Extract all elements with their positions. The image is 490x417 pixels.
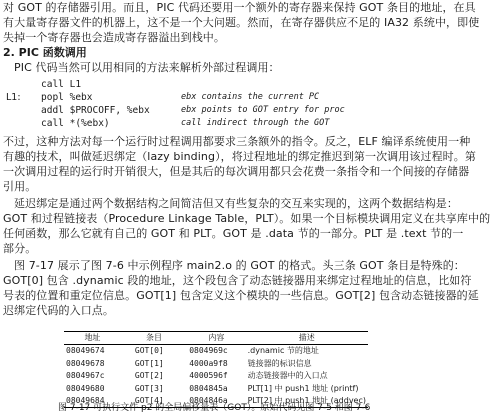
cell-description: 链接器的标识信息 — [247, 358, 312, 368]
cell-content: 0804845a — [189, 383, 228, 393]
cell-address: 08049674 — [66, 346, 105, 356]
cell-content: 0804969c — [189, 346, 228, 356]
paragraph-line: 任何函数，那么它就有自己的 GOT 和 PLT。GOT 是 .data 节的一部分。PLT 是 .text 节的一 — [3, 227, 464, 240]
cell-description: PLT[2] 中 push1 地址 (addvec) — [246, 395, 368, 408]
paragraph-line: 号表的位置和重定位信息。GOT[1] 包含定义这个模块的一些信息。GOT[2] 包含动态链接器的延 — [3, 289, 479, 302]
cell-content: 0804846a — [187, 395, 245, 408]
paragraph-line: 对 GOT 的存储器引用。而且，PIC 代码还要用一个额外的寄存器来保持 GOT 条目的地址，在具 — [3, 1, 476, 14]
figure-caption: 图 7-17 可执行文件 p2 的全局偏移量表（GOT）。原始代码见图 7-5 和图 7-6 — [58, 403, 371, 413]
code-line — [3, 104, 417, 117]
code-comment: call indirect through the GOT — [181, 118, 330, 128]
code-label: L1: — [6, 92, 21, 103]
cell-entry: GOT[3] — [134, 383, 164, 393]
table-header-row — [64, 332, 368, 345]
table-row — [64, 358, 368, 370]
cell-description: PLT[1] 中 push1 地址 (printf) — [247, 383, 359, 393]
table-row — [64, 370, 368, 382]
code-line — [3, 117, 417, 130]
paragraph-line: GOT[0] 包含 .dynamic 段的地址，这个段包含了动态链接器用来绑定过程地址的信息，比如符 — [3, 274, 472, 287]
paragraph-line: 引用。 — [3, 180, 37, 193]
cell-content: 4000a9f8 — [189, 358, 228, 368]
paragraph-line: 部分。 — [3, 242, 37, 255]
cell-entry: GOT[2] — [134, 371, 164, 381]
column-header: 地址 — [64, 332, 121, 345]
code-instruction: popl %ebx — [41, 92, 93, 103]
cell-entry: GOT[4] — [121, 395, 187, 408]
cell-address: 0804967c — [66, 371, 105, 381]
cell-content: 4000596f — [189, 371, 228, 381]
cell-entry: GOT[0] — [134, 346, 164, 356]
code-instruction: call L1 — [41, 79, 82, 90]
paragraph-line: 图 7-17 展示了图 7-6 中示例程序 main2.o 的 GOT 的格式。头三条 GOT 条目是特殊的： — [14, 259, 465, 272]
code-instruction: addl $PROCOFF, %ebx — [41, 105, 150, 116]
code-comment: ebx points to GOT entry for proc — [181, 105, 345, 115]
column-header: 条目 — [121, 332, 187, 345]
cell-address: 08049680 — [66, 383, 105, 393]
code-comment: ebx contains the current PC — [181, 92, 320, 102]
code-line — [3, 78, 417, 91]
section-heading: 2. PIC 函数调用 — [3, 46, 87, 59]
cell-address: 08049678 — [66, 358, 105, 368]
paragraph-line: 不过，这种方法对每一个运行时过程调用都要求三条额外的指令。反之，ELF 编译系统使用一种 — [3, 135, 471, 148]
paragraph-line: 有趣的技术，叫做延迟绑定（lazy binding），将过程地址的绑定推迟到第一次调用该过程时。第 — [3, 150, 476, 163]
paragraph-line: PIC 代码当然可以用相同的方法来解析外部过程调用： — [14, 61, 280, 74]
table-row — [64, 345, 368, 358]
cell-description: 动态链接器中的入口点 — [247, 371, 328, 381]
table-row — [64, 383, 368, 395]
cell-description: .dynamic 节的地址 — [247, 346, 319, 356]
paragraph-line: 迟绑定代码的入口点。 — [3, 304, 114, 317]
paragraph-line: GOT 和过程链接表（Procedure Linkage Table，PLT）。如果一个目标模块调用定义在共享库中的 — [3, 212, 490, 225]
got-table — [64, 331, 368, 408]
paragraph-line: 失掉一个寄存器也会造成寄存器溢出到栈中。 — [3, 31, 225, 44]
paragraph-line: 一次调用过程的运行时开销很大，但是其后的每次调用都只会花费一条指令和一个间接的存储器 — [3, 165, 470, 178]
paragraph-line: 延迟绑定是通过两个数据结构之间简洁但又有些复杂的交互来实现的，这两个数据结构是： — [14, 197, 458, 210]
cell-entry: GOT[1] — [134, 358, 164, 368]
code-instruction: call *(%ebx) — [41, 118, 110, 129]
column-header: 内容 — [187, 332, 245, 345]
code-line — [3, 91, 417, 104]
cell-address: 08049684 — [64, 395, 121, 408]
column-header: 描述 — [246, 332, 368, 345]
paragraph-line: 有大量寄存器文件的机器上，这不是一个大问题。然而，在寄存器供应不足的 IA32 系统中，即使 — [3, 16, 480, 29]
